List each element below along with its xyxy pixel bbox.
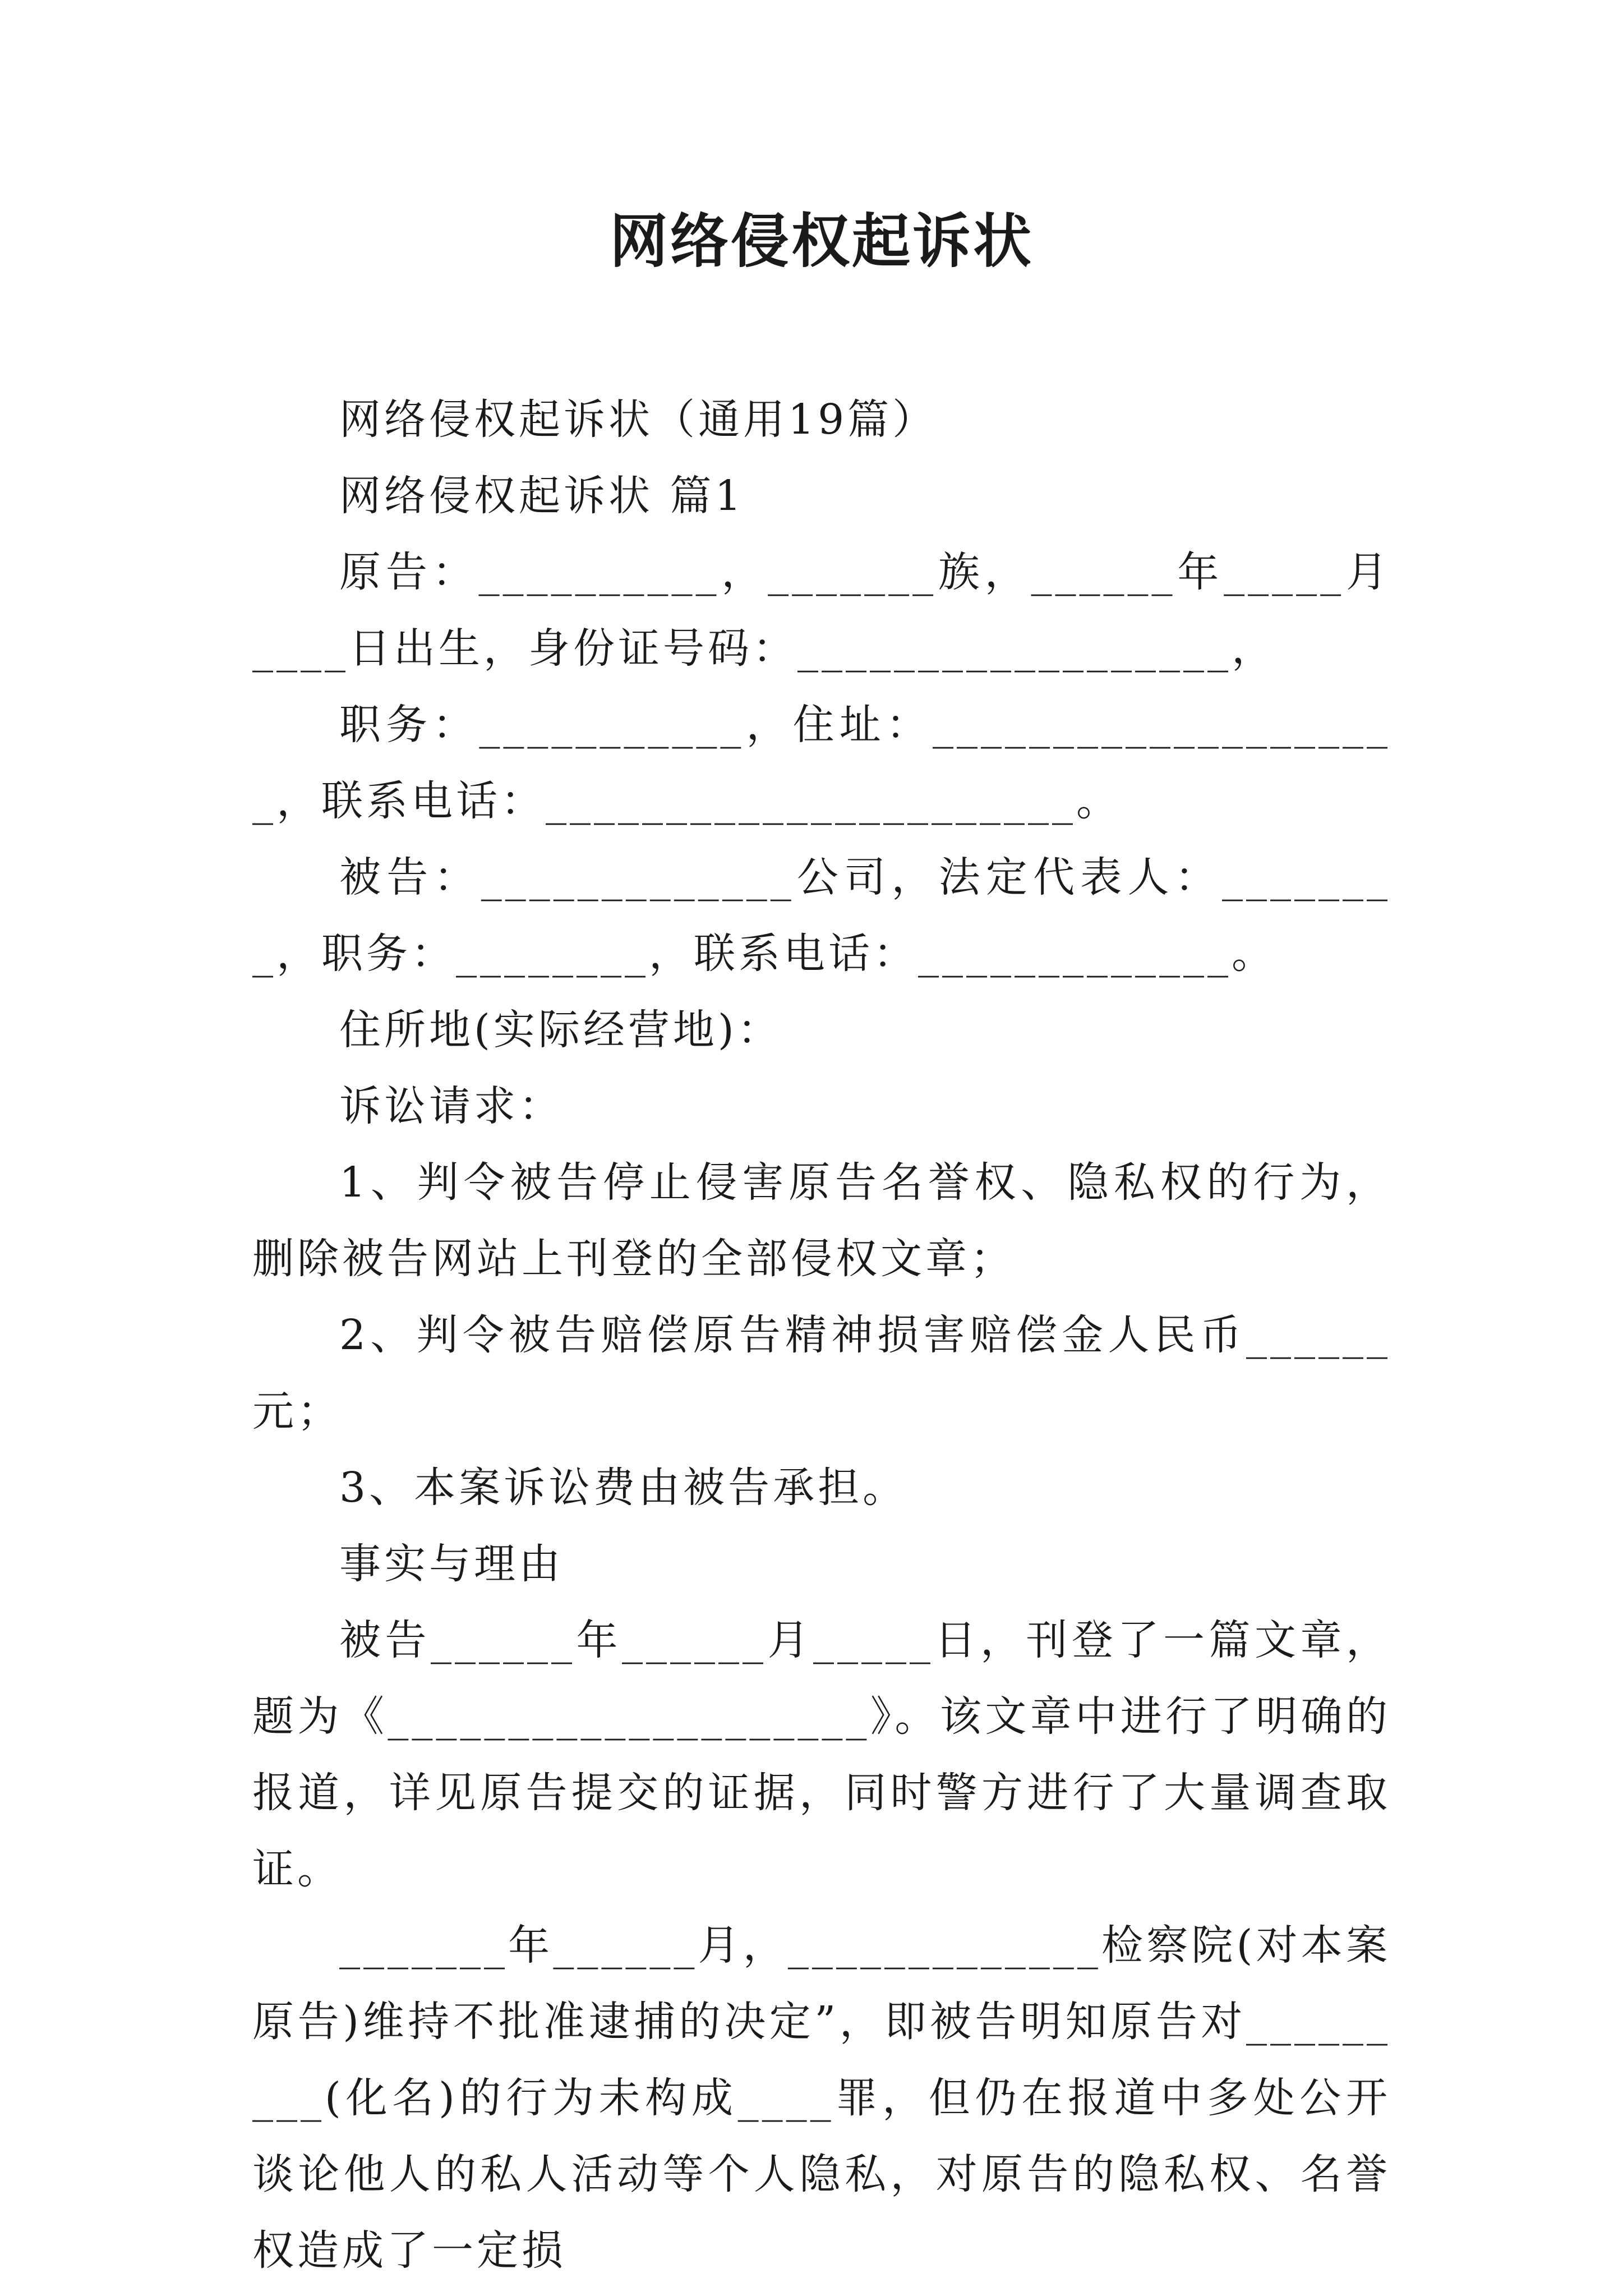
document-page — [252, 0, 1391, 2296]
document-body — [252, 381, 1391, 2289]
paragraph-subtitle: 网络侵权起诉状（通用19篇） — [339, 395, 938, 444]
paragraph-plaintiff-job: 职务：___________，住址：____________________，联系电话：______________________。 — [252, 701, 1391, 825]
paragraph-address: 住所地(实际经营地)： — [339, 1006, 782, 1054]
document-title: 网络侵权起诉状 — [609, 206, 1034, 275]
paragraph-claim-3: 3、本案诉讼费由被告承担。 — [339, 1464, 908, 1512]
paragraph-facts-1: 被告______年______月_____日，刊登了一篇文章，题为《____________________》。该文章中进行了明确的报道，详见原告提交的证据，同时警方进行了大量调查取证。 — [252, 1616, 1391, 1893]
paragraph-facts-2: _______年______月，_____________检察院(对本案原告)维持不批准逮捕的决定”，即被告明知原告对_________(化名)的行为未构成____罪，但仍在报道中多处公开谈论他人的私人活动等个人隐私，对原告的隐私权、名誉权造成了一定损 — [252, 1921, 1391, 2275]
paragraph-claim-2: 2、判令被告赔偿原告精神损害赔偿金人民币______元； — [252, 1311, 1391, 1435]
paragraph-claims-heading: 诉讼请求： — [339, 1082, 564, 1130]
paragraph-plaintiff: 原告：__________，_______族，______年_____月____日出生，身份证号码：__________________， — [252, 548, 1391, 673]
paragraph-section-heading: 网络侵权起诉状 篇1 — [339, 472, 745, 520]
paragraph-defendant: 被告：_____________公司，法定代表人：________，职务：________，联系电话：_____________。 — [252, 853, 1391, 978]
paragraph-facts-heading: 事实与理由 — [339, 1540, 564, 1588]
paragraph-claim-1: 1、判令被告停止侵害原告名誉权、隐私权的行为，删除被告网站上刊登的全部侵权文章； — [252, 1158, 1391, 1283]
